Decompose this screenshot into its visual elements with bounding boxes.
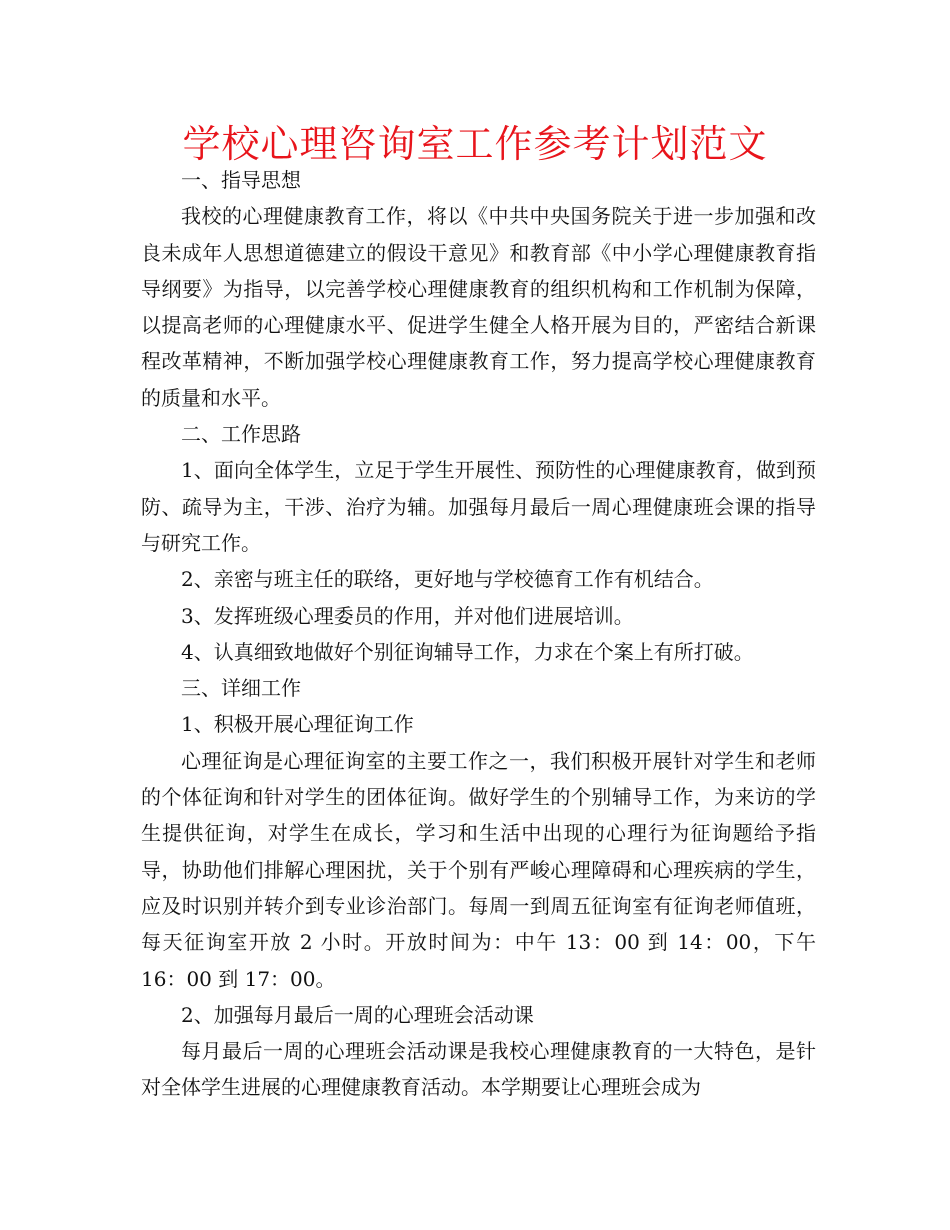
section-heading: 三、详细工作 bbox=[181, 676, 301, 701]
section-heading: 二、工作思路 bbox=[181, 422, 301, 447]
paragraph: 2、亲密与班主任的联络，更好地与学校德育工作有机结合。 bbox=[181, 567, 714, 592]
paragraph: 4、认真细致地做好个别征询辅导工作，力求在个案上有所打破。 bbox=[181, 639, 754, 664]
paragraph: 每月最后一周的心理班会活动课是我校心理健康教育的一大特色，是针对全体学生进展的心理健康教育活动。本学期要让心理班会成为 bbox=[141, 1039, 816, 1100]
paragraph: 我校的心理健康教育工作，将以《中共中央国务院关于进一步加强和改良未成年人思想道德建立的假设干意见》和教育部《中小学心理健康教育指导纲要》为指导，以完善学校心理健康教育的组织机构和工作机制为保障，以提高老师的心理健康水平、促进学生健全人格开展为目的，严密结合新课程改革精神，不断加强学校心理健康教育工作，努力提高学校心理健康教育的质量和水平。 bbox=[141, 204, 816, 410]
paragraph: 3、发挥班级心理委员的作用，并对他们进展培训。 bbox=[181, 603, 634, 628]
page-title: 学校心理咨询室工作参考计划范文 bbox=[182, 122, 768, 166]
section-heading: 一、指导思想 bbox=[181, 168, 301, 192]
subsection-heading: 2、加强每月最后一周的心理班会活动课 bbox=[181, 1002, 534, 1027]
paragraph: 心理征询是心理征询室的主要工作之一，我们积极开展针对学生和老师的个体征询和针对学生的团体征询。做好学生的个别辅导工作，为来访的学生提供征询，对学生在成长，学习和生活中出现的心理行为征询题给予指导，协助他们排解心理困扰，关于个别有严峻心理障碍和心理疾病的学生，应及时识别并转介到专业诊治部门。每周一到周五征询室有征询老师值班，每天征询室开放 2 小时。开放时间为：中午 13：00 到 14：00，下午 16：00 到 17：00。 bbox=[141, 748, 816, 991]
document-body bbox=[141, 162, 816, 1106]
subsection-heading: 1、积极开展心理征询工作 bbox=[181, 712, 414, 737]
paragraph: 1、面向全体学生，立足于学生开展性、预防性的心理健康教育，做到预防、疏导为主，干涉、治疗为辅。加强每月最后一周心理健康班会课的指导与研究工作。 bbox=[141, 458, 816, 555]
